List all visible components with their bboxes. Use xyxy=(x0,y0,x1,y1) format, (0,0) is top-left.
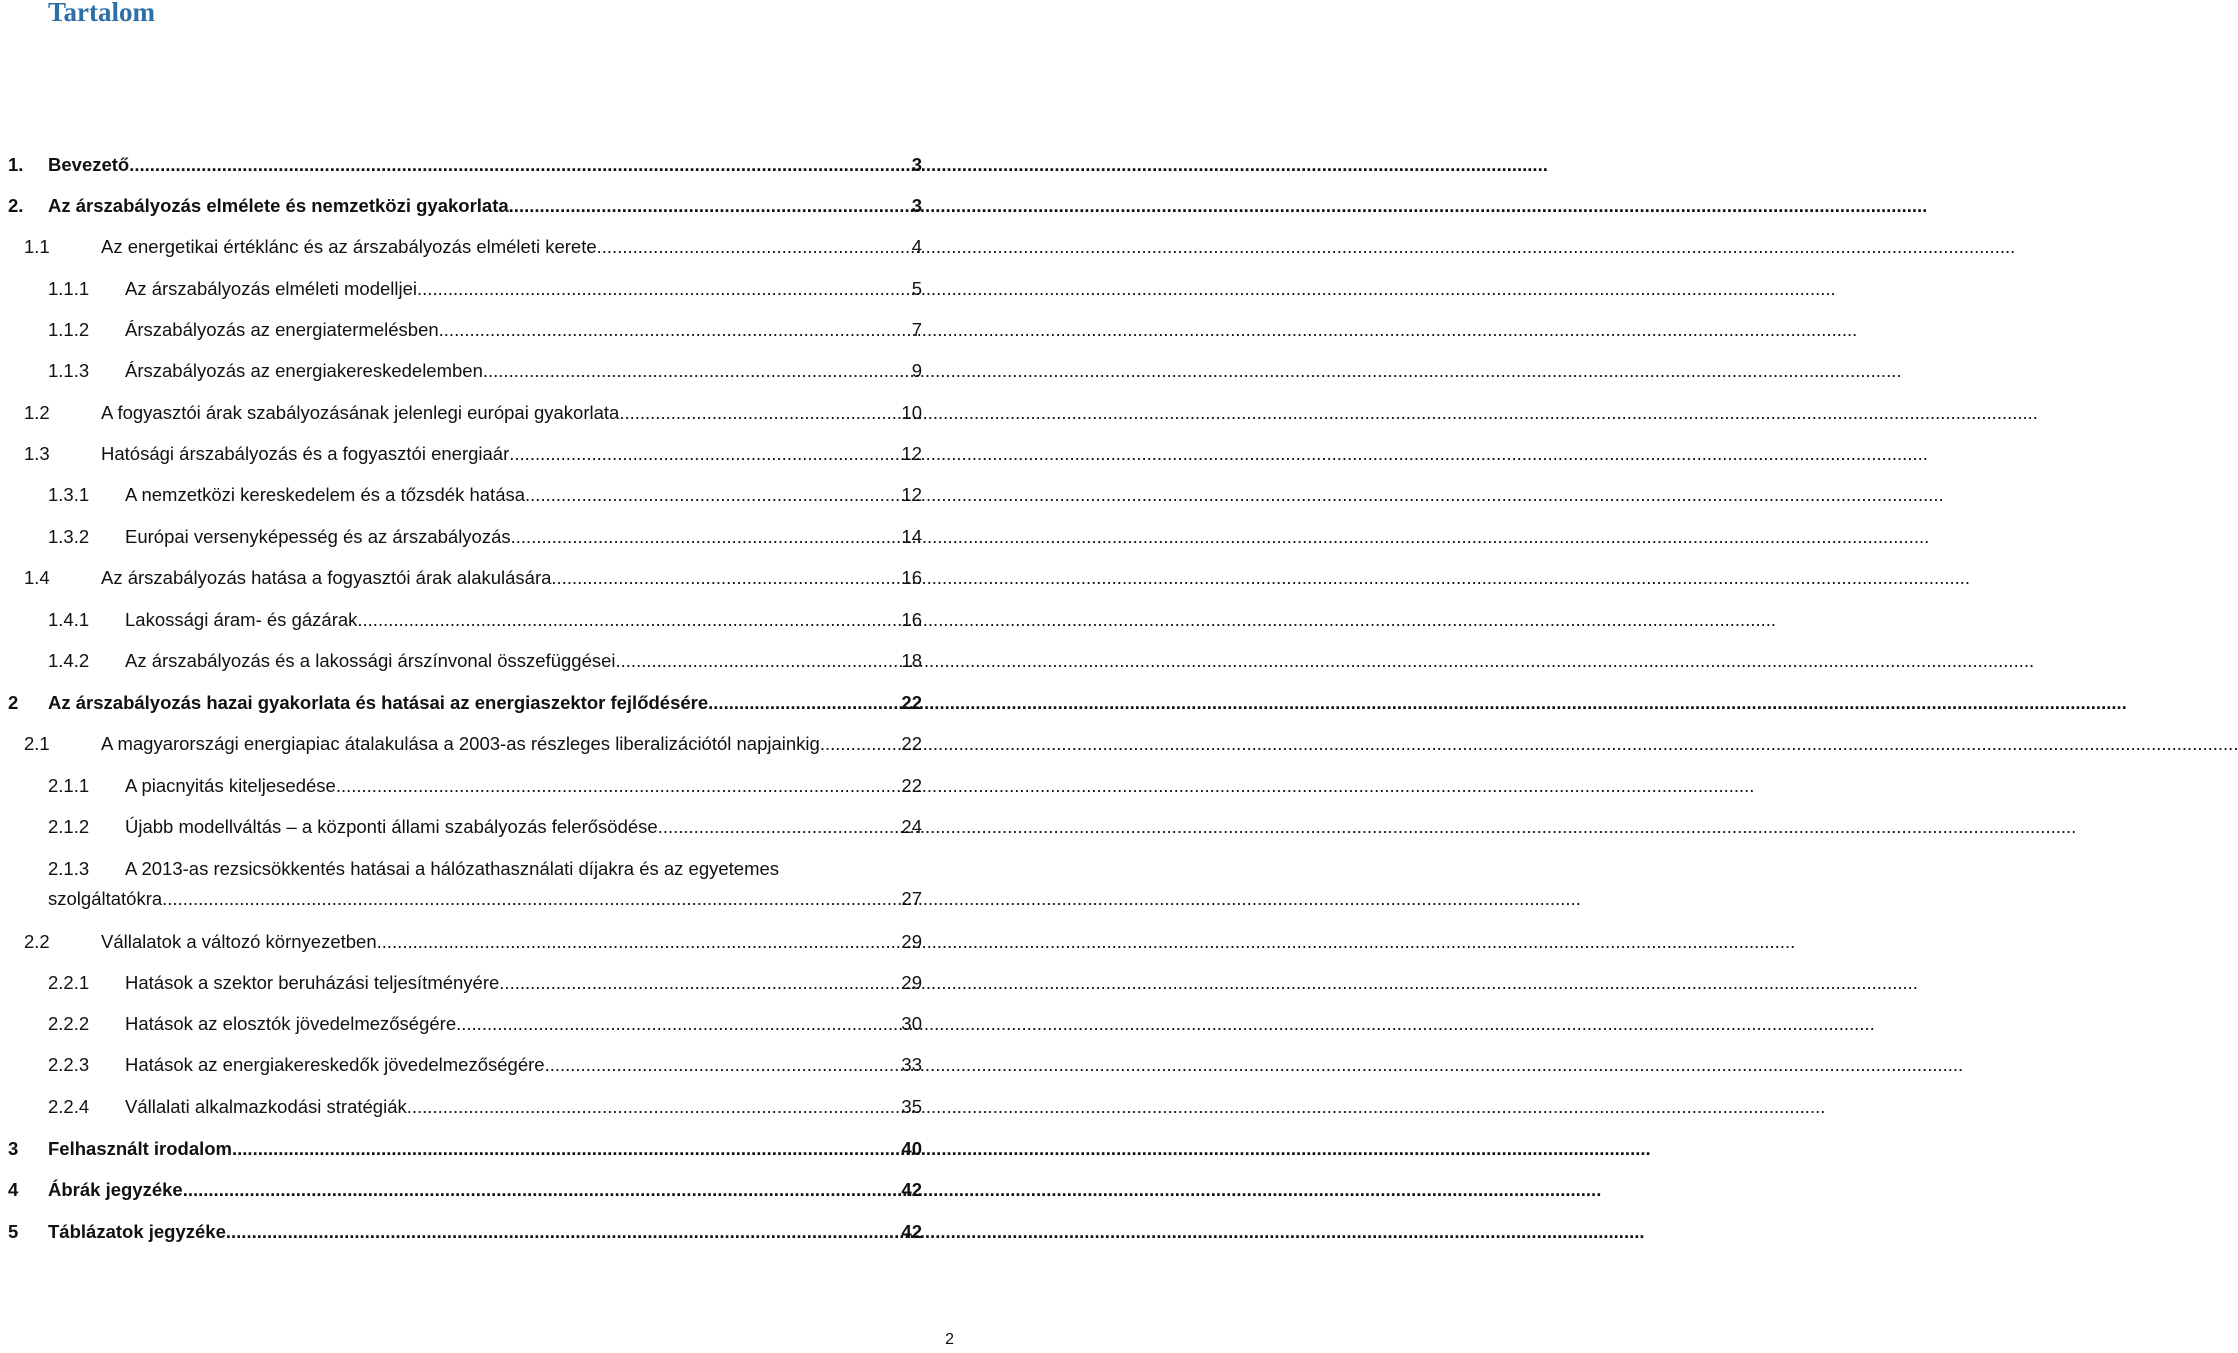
toc-entry[interactable] xyxy=(24,565,922,591)
toc-dot-leader xyxy=(511,524,902,550)
toc-entry-number: 2.1.3 xyxy=(48,858,90,879)
toc-entry-page: 35 xyxy=(901,1096,922,1117)
toc-entry-title: Az árszabályozás elméleti modelljei xyxy=(125,278,418,299)
toc-entry-page: 7 xyxy=(911,319,922,340)
toc-dot-leader xyxy=(483,358,912,384)
toc-entry-title: Európai versenyképesség és az árszabályozás xyxy=(125,526,511,547)
toc-entry-number: 1.3 xyxy=(24,443,50,464)
toc-entry-title: Az árszabályozás elmélete és nemzetközi gyakorlata xyxy=(48,195,509,216)
toc-entry-number: 1.1 xyxy=(24,236,50,257)
toc-dot-leader xyxy=(183,1177,902,1203)
toc-entry-number: 1.4 xyxy=(24,567,50,588)
toc-entry-title: Lakossági áram- és gázárak xyxy=(125,609,358,630)
toc-entry[interactable] xyxy=(8,1136,922,1162)
toc-entry-number: 1.3.1 xyxy=(48,484,90,505)
toc-entry-title: A fogyasztói árak szabályozásának jelenlegi európai gyakorlata xyxy=(101,402,620,423)
toc-entry-title: Vállalatok a változó környezetben xyxy=(101,931,377,952)
toc-entry-title: A magyarországi energiapiac átalakulása a 2003-as részleges liberalizációtól napjainkig xyxy=(101,733,820,754)
toc-entry[interactable] xyxy=(48,276,922,302)
toc-entry-number: 2 xyxy=(8,692,19,713)
toc-dot-leader xyxy=(551,565,901,591)
toc-dot-leader xyxy=(499,970,901,996)
toc-entry-page: 27 xyxy=(901,888,922,909)
toc-entry[interactable] xyxy=(48,317,922,343)
toc-entry-page: 3 xyxy=(911,195,922,216)
toc-entry-title-continued: szolgáltatókra xyxy=(48,888,163,909)
toc-entry-title: Árszabályozás az energiakereskedelemben xyxy=(125,360,483,381)
toc-entry[interactable] xyxy=(24,234,922,260)
toc-dot-leader xyxy=(708,690,901,716)
toc-entry[interactable] xyxy=(24,441,922,467)
toc-entry-number: 2.1.2 xyxy=(48,816,90,837)
toc-entry[interactable] xyxy=(8,1177,922,1203)
toc-entry-number: 4 xyxy=(8,1179,19,1200)
toc-entry[interactable] xyxy=(48,358,922,384)
toc-entry-page: 22 xyxy=(901,775,922,796)
toc-entry-title: Hatósági árszabályozás és a fogyasztói energiaár xyxy=(101,443,510,464)
toc-entry-title: A piacnyitás kiteljesedése xyxy=(125,775,336,796)
toc-entry-page: 30 xyxy=(901,1013,922,1034)
toc-entry-title: Táblázatok jegyzéke xyxy=(48,1221,226,1242)
toc-entry-number: 1. xyxy=(8,154,24,175)
toc-entry-number: 2.1.1 xyxy=(48,775,90,796)
toc-entry-page: 42 xyxy=(901,1221,922,1242)
toc-dot-leader xyxy=(545,1052,902,1078)
toc-entry[interactable] xyxy=(48,814,922,840)
toc-entry[interactable] xyxy=(48,524,922,550)
toc-entry[interactable] xyxy=(48,607,922,633)
toc-entry-page: 14 xyxy=(901,526,922,547)
toc-entry[interactable] xyxy=(24,929,922,955)
toc-dot-leader xyxy=(509,193,912,219)
toc-entry-page: 3 xyxy=(911,154,922,175)
toc-entry[interactable] xyxy=(48,773,922,799)
toc-entry-page: 29 xyxy=(901,972,922,993)
toc-dot-leader xyxy=(509,441,901,467)
toc-entry-title: Az árszabályozás hatása a fogyasztói árak alakulására xyxy=(101,567,552,588)
toc-entry[interactable] xyxy=(8,152,922,178)
toc-entry[interactable] xyxy=(48,970,922,996)
toc-entry[interactable] xyxy=(8,690,922,716)
toc-entry-page: 9 xyxy=(911,360,922,381)
toc-entry-number: 3 xyxy=(8,1138,19,1159)
toc-entry-number: 2.2.3 xyxy=(48,1054,90,1075)
toc-dot-leader xyxy=(377,929,902,955)
toc-entry-page: 42 xyxy=(901,1179,922,1200)
toc-entry-number: 1.1.2 xyxy=(48,319,90,340)
toc-entry-page: 16 xyxy=(901,609,922,630)
toc-entry-number: 2.2.4 xyxy=(48,1096,90,1117)
toc-entry-page: 22 xyxy=(901,733,922,754)
page-number: 2 xyxy=(945,1331,954,1348)
toc-entry-page: 29 xyxy=(901,931,922,952)
toc-entry-number: 1.4.1 xyxy=(48,609,90,630)
toc-dot-leader xyxy=(456,1011,901,1037)
toc-entry-page: 5 xyxy=(911,278,922,299)
toc-dot-leader xyxy=(597,234,912,260)
toc-dot-leader xyxy=(439,317,912,343)
toc-entry-title: Vállalati alkalmazkodási stratégiák xyxy=(125,1096,407,1117)
toc-entry-page: 33 xyxy=(901,1054,922,1075)
toc-dot-leader xyxy=(226,1219,902,1245)
toc-entry-number: 2.2.1 xyxy=(48,972,90,993)
toc-entry-title: Az árszabályozás és a lakossági árszínvonal összefüggései xyxy=(125,650,616,671)
toc-dot-leader xyxy=(407,1094,902,1120)
toc-entry-page: 12 xyxy=(901,443,922,464)
toc-title: Tartalom xyxy=(48,0,155,27)
toc-entry-title: Bevezető xyxy=(48,154,130,175)
toc-entry-page: 4 xyxy=(911,236,922,257)
toc-entry-title: Felhasznált irodalom xyxy=(48,1138,233,1159)
toc-entry-title: Hatások az elosztók jövedelmezőségére xyxy=(125,1013,457,1034)
toc-entry-title: Hatások az energiakereskedők jövedelmezőségére xyxy=(125,1054,545,1075)
toc-dot-leader xyxy=(525,482,901,508)
toc-entry-page: 22 xyxy=(901,692,922,713)
toc-dot-leader xyxy=(232,1136,901,1162)
toc-entry-page: 12 xyxy=(901,484,922,505)
toc-dot-leader xyxy=(616,648,902,674)
toc-entry[interactable] xyxy=(48,1011,922,1037)
toc-entry-number: 2.2.2 xyxy=(48,1013,90,1034)
toc-entry[interactable] xyxy=(8,193,922,219)
toc-entry-number: 1.2 xyxy=(24,402,50,423)
toc-entry-number: 2. xyxy=(8,195,24,216)
toc-entry-page: 40 xyxy=(901,1138,922,1159)
toc-entry-number: 1.4.2 xyxy=(48,650,90,671)
toc-entry[interactable] xyxy=(48,648,922,674)
toc-entry-number: 1.1.3 xyxy=(48,360,90,381)
toc-entry-page: 10 xyxy=(901,402,922,423)
toc-entry[interactable] xyxy=(48,1094,922,1120)
toc-entry-page: 24 xyxy=(901,816,922,837)
toc-entry-title: Hatások a szektor beruházási teljesítményére xyxy=(125,972,500,993)
toc-entry-title: Ábrák jegyzéke xyxy=(48,1179,183,1200)
toc-entry-title: A nemzetközi kereskedelem és a tőzsdék hatása xyxy=(125,484,526,505)
toc-entry-number: 2.1 xyxy=(24,733,50,754)
toc-dot-leader xyxy=(658,814,902,840)
toc-entry-title: Az árszabályozás hazai gyakorlata és hatásai az energiaszektor fejlődésére xyxy=(48,692,709,713)
toc-entry-title: Újabb modellváltás – a központi állami szabályozás felerősödése xyxy=(125,816,658,837)
toc-dot-leader xyxy=(820,731,902,757)
toc-entry[interactable] xyxy=(24,400,922,426)
toc-entry[interactable] xyxy=(8,1219,922,1245)
toc-entry[interactable] xyxy=(48,856,922,912)
toc-dot-leader xyxy=(417,276,912,302)
toc-entry[interactable] xyxy=(24,731,922,757)
toc-entry-page: 16 xyxy=(901,567,922,588)
toc-entry-number: 5 xyxy=(8,1221,19,1242)
toc-dot-leader xyxy=(619,400,901,426)
toc-entry-title: A 2013-as rezsicsökkentés hatásai a hálózathasználati díjakra és az egyetemes xyxy=(125,858,780,879)
toc-entry[interactable] xyxy=(48,1052,922,1078)
toc-entry-number: 1.3.2 xyxy=(48,526,90,547)
table-of-contents xyxy=(0,0,960,1353)
toc-dot-leader xyxy=(357,607,901,633)
toc-entry-number: 2.2 xyxy=(24,931,50,952)
toc-entry[interactable] xyxy=(48,482,922,508)
toc-entry-number: 1.1.1 xyxy=(48,278,90,299)
toc-entry-title: Az energetikai értéklánc és az árszabályozás elméleti kerete xyxy=(101,236,597,257)
toc-dot-leader xyxy=(162,886,901,912)
toc-dot-leader xyxy=(129,152,911,178)
toc-entry-title: Árszabályozás az energiatermelésben xyxy=(125,319,439,340)
toc-dot-leader xyxy=(336,773,902,799)
toc-entry-page: 18 xyxy=(901,650,922,671)
